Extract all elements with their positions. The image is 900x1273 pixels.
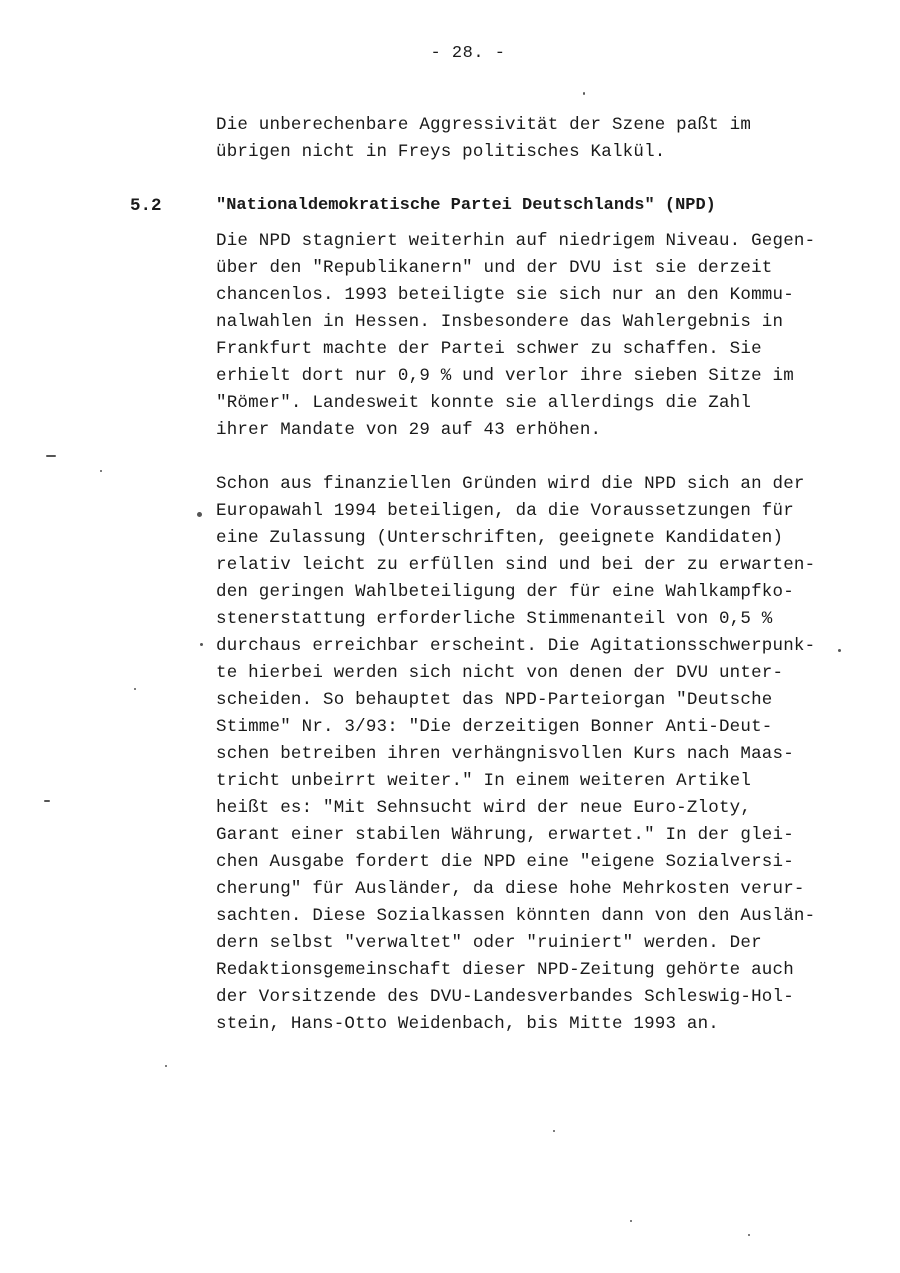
section-number: 5.2: [130, 196, 162, 216]
paragraph2-line: cherung" für Ausländer, da diese hohe Mehrkosten verur-: [216, 879, 805, 899]
paragraph2-line: sachten. Diese Sozialkassen könnten dann von den Auslän-: [216, 906, 816, 926]
intro-line: Die unberechenbare Aggressivität der Szene paßt im: [216, 115, 752, 135]
scan-speck: [44, 800, 50, 802]
scan-speck: [553, 1130, 555, 1132]
paragraph1-line: chancenlos. 1993 beteiligte sie sich nur an den Kommu-: [216, 285, 794, 305]
paragraph2-line: scheiden. So behauptet das NPD-Parteiorgan "Deutsche: [216, 690, 773, 710]
paragraph2-line: dern selbst "verwaltet" oder "ruiniert" werden. Der: [216, 933, 762, 953]
scan-speck: [46, 455, 56, 457]
scan-speck: [630, 1220, 632, 1222]
scan-speck: [165, 1065, 167, 1067]
paragraph1-line: nalwahlen in Hessen. Insbesondere das Wahlergebnis in: [216, 312, 784, 332]
paragraph2-line: durchaus erreichbar erscheint. Die Agitationsschwerpunk-: [216, 636, 816, 656]
scan-speck: [748, 1234, 750, 1236]
paragraph2-line: stenerstattung erforderliche Stimmenanteil von 0,5 %: [216, 609, 773, 629]
paragraph2-line: eine Zulassung (Unterschriften, geeignete Kandidaten): [216, 528, 784, 548]
paragraph2-line: te hierbei werden sich nicht von denen der DVU unter-: [216, 663, 784, 683]
paragraph2-line: Garant einer stabilen Währung, erwartet." In der glei-: [216, 825, 794, 845]
paragraph2-line: relativ leicht zu erfüllen sind und bei der zu erwarten-: [216, 555, 816, 575]
paragraph2-line: Schon aus finanziellen Gründen wird die NPD sich an der: [216, 474, 805, 494]
paragraph2-line: schen betreiben ihren verhängnisvollen Kurs nach Maas-: [216, 744, 794, 764]
paragraph1-line: erhielt dort nur 0,9 % und verlor ihre sieben Sitze im: [216, 366, 794, 386]
paragraph1-line: Die NPD stagniert weiterhin auf niedrigem Niveau. Gegen-: [216, 231, 816, 251]
scan-speck: [197, 512, 202, 517]
paragraph1-line: über den "Republikanern" und der DVU ist sie derzeit: [216, 258, 773, 278]
paragraph1-line: Frankfurt machte der Partei schwer zu schaffen. Sie: [216, 339, 762, 359]
paragraph2-line: Europawahl 1994 beteiligen, da die Voraussetzungen für: [216, 501, 794, 521]
paragraph2-line: der Vorsitzende des DVU-Landesverbandes Schleswig-Hol-: [216, 987, 794, 1007]
paragraph2-line: heißt es: "Mit Sehnsucht wird der neue Euro-Zloty,: [216, 798, 752, 818]
paragraph2-line: Redaktionsgemeinschaft dieser NPD-Zeitung gehörte auch: [216, 960, 794, 980]
scan-speck: [100, 470, 102, 472]
paragraph2-line: chen Ausgabe fordert die NPD eine "eigene Sozialversi-: [216, 852, 794, 872]
paragraph2-line: Stimme" Nr. 3/93: "Die derzeitigen Bonner Anti-Deut-: [216, 717, 773, 737]
scan-speck: [200, 643, 203, 646]
paragraph1-line: "Römer". Landesweit konnte sie allerdings die Zahl: [216, 393, 752, 413]
paragraph2-line: stein, Hans-Otto Weidenbach, bis Mitte 1993 an.: [216, 1014, 719, 1034]
paragraph2-line: den geringen Wahlbeteiligung der für eine Wahlkampfko-: [216, 582, 794, 602]
paragraph2-line: tricht unbeirrt weiter." In einem weiteren Artikel: [216, 771, 752, 791]
scan-speck: [134, 688, 136, 690]
section-title: "Nationaldemokratische Partei Deutschlands" (NPD): [216, 196, 716, 215]
paragraph1-line: ihrer Mandate von 29 auf 43 erhöhen.: [216, 420, 602, 440]
intro-line: übrigen nicht in Freys politisches Kalkül.: [216, 142, 666, 162]
scan-speck: [838, 649, 841, 652]
page-number: - 28. -: [430, 44, 506, 63]
scan-speck: [583, 92, 585, 95]
